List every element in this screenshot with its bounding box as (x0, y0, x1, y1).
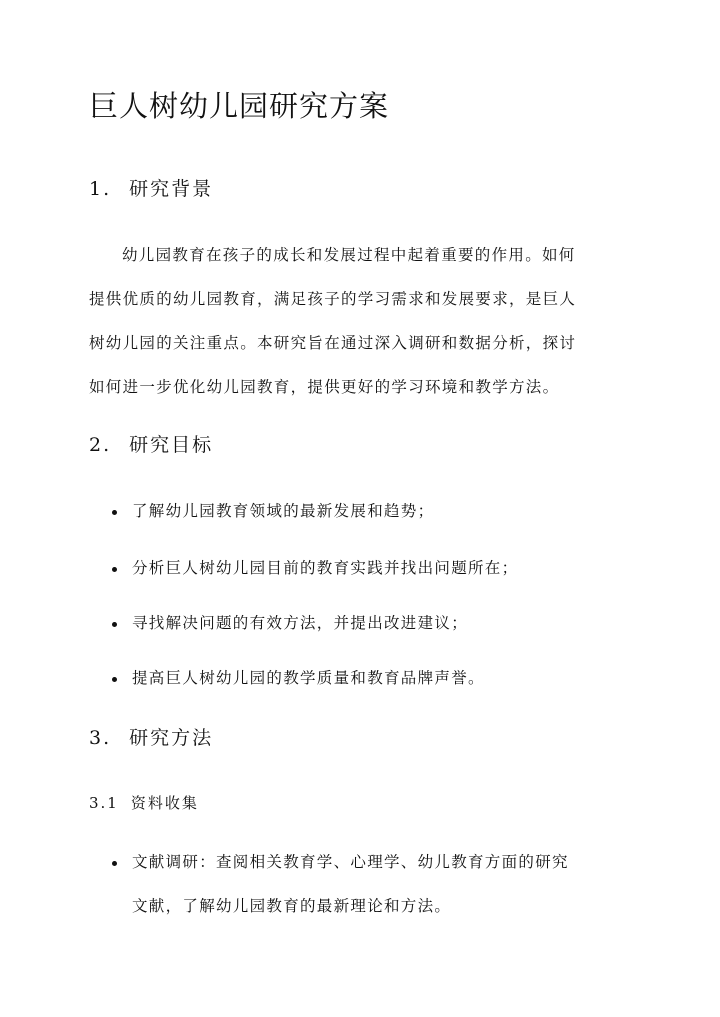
section-number: 3. (89, 727, 112, 749)
bullet-dot-icon (112, 510, 117, 515)
list-item-line: 文献调研：查阅相关教育学、心理学、幼儿教育方面的研究 (132, 853, 569, 871)
list-item-text: 提高巨人树幼儿园的教学质量和教育品牌声誉。 (132, 669, 485, 687)
bullet-dot-icon (112, 861, 117, 866)
document-title: 巨人树幼儿园研究方案 (89, 89, 390, 123)
list-item-text (132, 850, 569, 918)
paragraph-line: 如何进一步优化幼儿园教育，提供更好的学习环境和教学方法。 (89, 378, 560, 396)
section-heading-goals (89, 431, 213, 459)
list-item-text: 寻找解决问题的有效方法，并提出改进建议； (132, 614, 469, 632)
section-heading-background (89, 175, 213, 203)
bullet-dot-icon (112, 567, 117, 572)
background-paragraph (89, 243, 634, 419)
bullet-dot-icon (112, 677, 117, 682)
paragraph-line: 提供优质的幼儿园教育，满足孩子的学习需求和发展要求，是巨人 (89, 290, 577, 308)
bullet-dot-icon (112, 622, 117, 627)
section-number: 2. (89, 434, 112, 456)
subsection-title: 资料收集 (130, 794, 199, 812)
paragraph-line: 幼儿园教育在孩子的成长和发展过程中起着重要的作用。如何 (122, 246, 576, 264)
list-item-text: 分析巨人树幼儿园目前的教育实践并找出问题所在； (132, 559, 519, 577)
section-title: 研究背景 (129, 178, 214, 200)
section-title: 研究方法 (129, 727, 214, 749)
list-item-text: 了解幼儿园教育领域的最新发展和趋势； (132, 502, 435, 520)
subsection-number: 3.1 (89, 794, 119, 812)
list-item-line: 文献，了解幼儿园教育的最新理论和方法。 (132, 897, 452, 915)
paragraph-line: 树幼儿园的关注重点。本研究旨在通过深入调研和数据分析，探讨 (89, 334, 577, 352)
section-heading-methods (89, 724, 213, 752)
section-title: 研究目标 (129, 434, 214, 456)
subsection-heading-data-collection (89, 791, 199, 815)
section-number: 1. (89, 178, 112, 200)
